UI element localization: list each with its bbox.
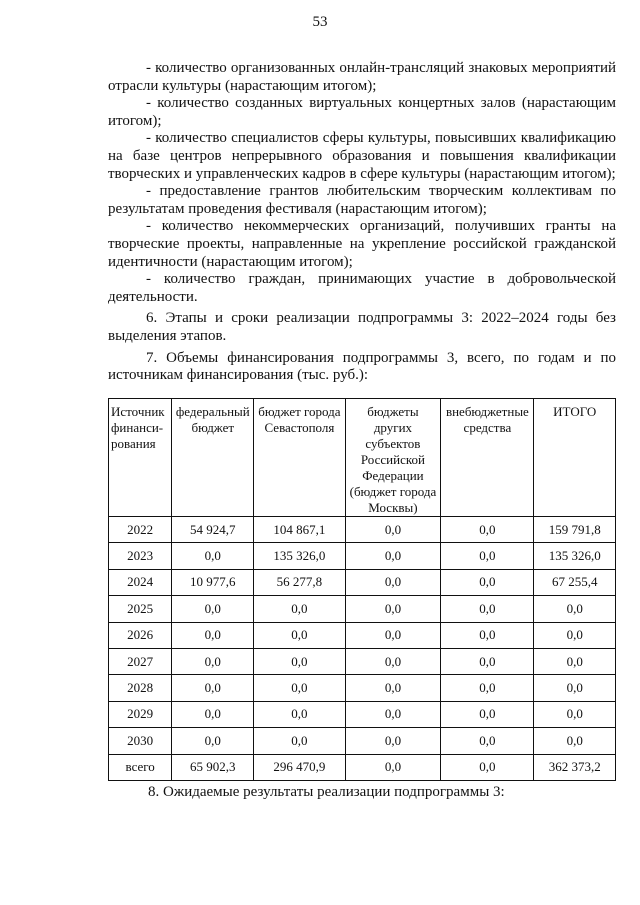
paragraph-nonprofit-grants: - количество некоммерческих организаций, получивших гранты на творческие проекты, направленные на укрепление российской гражданской идентичности (нарастающим итогом); xyxy=(108,218,616,270)
cell-federal: 0,0 xyxy=(172,543,254,569)
table-row-total xyxy=(109,754,616,780)
cell-year: 2027 xyxy=(109,648,172,674)
cell-federal: 0,0 xyxy=(172,728,254,754)
section-8-heading: 8. Ожидаемые результаты реализации подпрограммы 3: xyxy=(148,784,505,800)
cell-extrabudgetary: 0,0 xyxy=(441,728,534,754)
cell-extrabudgetary: 0,0 xyxy=(441,517,534,543)
cell-other-subjects: 0,0 xyxy=(345,675,441,701)
cell-other-subjects: 0,0 xyxy=(345,754,441,780)
table-header-row xyxy=(109,399,616,517)
cell-year: 2026 xyxy=(109,622,172,648)
cell-extrabudgetary: 0,0 xyxy=(441,648,534,674)
cell-sevastopol: 104 867,1 xyxy=(254,517,345,543)
cell-total: 0,0 xyxy=(534,622,616,648)
cell-year: 2030 xyxy=(109,728,172,754)
cell-year: 2022 xyxy=(109,517,172,543)
cell-other-subjects: 0,0 xyxy=(345,701,441,727)
cell-sevastopol: 0,0 xyxy=(254,648,345,674)
paragraph-stages-and-terms: 6. Этапы и сроки реализации подпрограммы 3: 2022–2024 годы без выделения этапов. xyxy=(108,310,616,344)
cell-total: 0,0 xyxy=(534,648,616,674)
table-row xyxy=(109,569,616,595)
header-source: Источник финанси-рования xyxy=(109,399,172,517)
cell-total: 135 326,0 xyxy=(534,543,616,569)
cell-total: 0,0 xyxy=(534,728,616,754)
table-row xyxy=(109,622,616,648)
table-row xyxy=(109,517,616,543)
cell-year: 2028 xyxy=(109,675,172,701)
paragraph-financing-volumes: 7. Объемы финансирования подпрограммы 3, всего, по годам и по источникам финансирования (тыс. руб.): xyxy=(108,349,616,384)
cell-federal: 54 924,7 xyxy=(172,517,254,543)
cell-sevastopol: 135 326,0 xyxy=(254,543,345,569)
cell-extrabudgetary: 0,0 xyxy=(441,622,534,648)
financing-table xyxy=(108,398,616,781)
cell-year: 2023 xyxy=(109,543,172,569)
cell-year: 2029 xyxy=(109,701,172,727)
table-row xyxy=(109,701,616,727)
cell-sevastopol: 0,0 xyxy=(254,675,345,701)
table-row xyxy=(109,596,616,622)
cell-other-subjects: 0,0 xyxy=(345,569,441,595)
cell-year: 2025 xyxy=(109,596,172,622)
header-total: ИТОГО xyxy=(534,399,616,517)
cell-other-subjects: 0,0 xyxy=(345,622,441,648)
paragraph-volunteers: - количество граждан, принимающих участие в добровольческой деятельности. xyxy=(108,271,616,305)
cell-extrabudgetary: 0,0 xyxy=(441,569,534,595)
cell-federal: 0,0 xyxy=(172,675,254,701)
cell-sevastopol: 0,0 xyxy=(254,701,345,727)
table-row xyxy=(109,543,616,569)
paragraph-culture-specialists: - количество специалистов сферы культуры, повысивших квалификацию на базе центров непрерывного образования и повышения квалификации творческих и управленческих кадров в сфере культуры (нарастающим итогом); xyxy=(108,130,616,182)
table-row xyxy=(109,728,616,754)
cell-sevastopol: 0,0 xyxy=(254,728,345,754)
cell-federal: 0,0 xyxy=(172,648,254,674)
cell-total: 0,0 xyxy=(534,675,616,701)
cell-extrabudgetary: 0,0 xyxy=(441,701,534,727)
cell-year: 2024 xyxy=(109,569,172,595)
cell-sevastopol: 56 277,8 xyxy=(254,569,345,595)
cell-federal: 10 977,6 xyxy=(172,569,254,595)
cell-federal: 0,0 xyxy=(172,622,254,648)
header-sevastopol-budget: бюджет города Севастополя xyxy=(254,399,345,517)
cell-total: 67 255,4 xyxy=(534,569,616,595)
cell-sevastopol: 0,0 xyxy=(254,622,345,648)
paragraph-virtual-concert-halls: - количество созданных виртуальных концертных залов (нарастающим итогом); xyxy=(108,95,616,129)
cell-other-subjects: 0,0 xyxy=(345,543,441,569)
cell-extrabudgetary: 0,0 xyxy=(441,675,534,701)
cell-sevastopol: 296 470,9 xyxy=(254,754,345,780)
cell-extrabudgetary: 0,0 xyxy=(441,596,534,622)
cell-federal: 0,0 xyxy=(172,596,254,622)
cell-total: 362 373,2 xyxy=(534,754,616,780)
paragraph-amateur-grants: - предоставление грантов любительским творческим коллективам по результатам проведения фестиваля (нарастающим итогом); xyxy=(108,183,616,217)
table-row xyxy=(109,648,616,674)
document-body xyxy=(108,60,616,385)
cell-sevastopol: 0,0 xyxy=(254,596,345,622)
cell-year: всего xyxy=(109,754,172,780)
header-extrabudgetary: внебюджетные средства xyxy=(441,399,534,517)
cell-total: 0,0 xyxy=(534,701,616,727)
header-federal-budget: федеральный бюджет xyxy=(172,399,254,517)
cell-total: 159 791,8 xyxy=(534,517,616,543)
cell-federal: 0,0 xyxy=(172,701,254,727)
cell-extrabudgetary: 0,0 xyxy=(441,543,534,569)
page-number: 53 xyxy=(312,14,328,30)
cell-extrabudgetary: 0,0 xyxy=(441,754,534,780)
cell-total: 0,0 xyxy=(534,596,616,622)
cell-other-subjects: 0,0 xyxy=(345,596,441,622)
cell-other-subjects: 0,0 xyxy=(345,517,441,543)
table-row xyxy=(109,675,616,701)
header-other-subjects-budget: бюджеты других субъектов Российской Федерации (бюджет города Москвы) xyxy=(345,399,441,517)
cell-other-subjects: 0,0 xyxy=(345,648,441,674)
cell-federal: 65 902,3 xyxy=(172,754,254,780)
paragraph-online-broadcasts: - количество организованных онлайн-трансляций знаковых мероприятий отрасли культуры (нарастающим итогом); xyxy=(108,60,616,94)
cell-other-subjects: 0,0 xyxy=(345,728,441,754)
